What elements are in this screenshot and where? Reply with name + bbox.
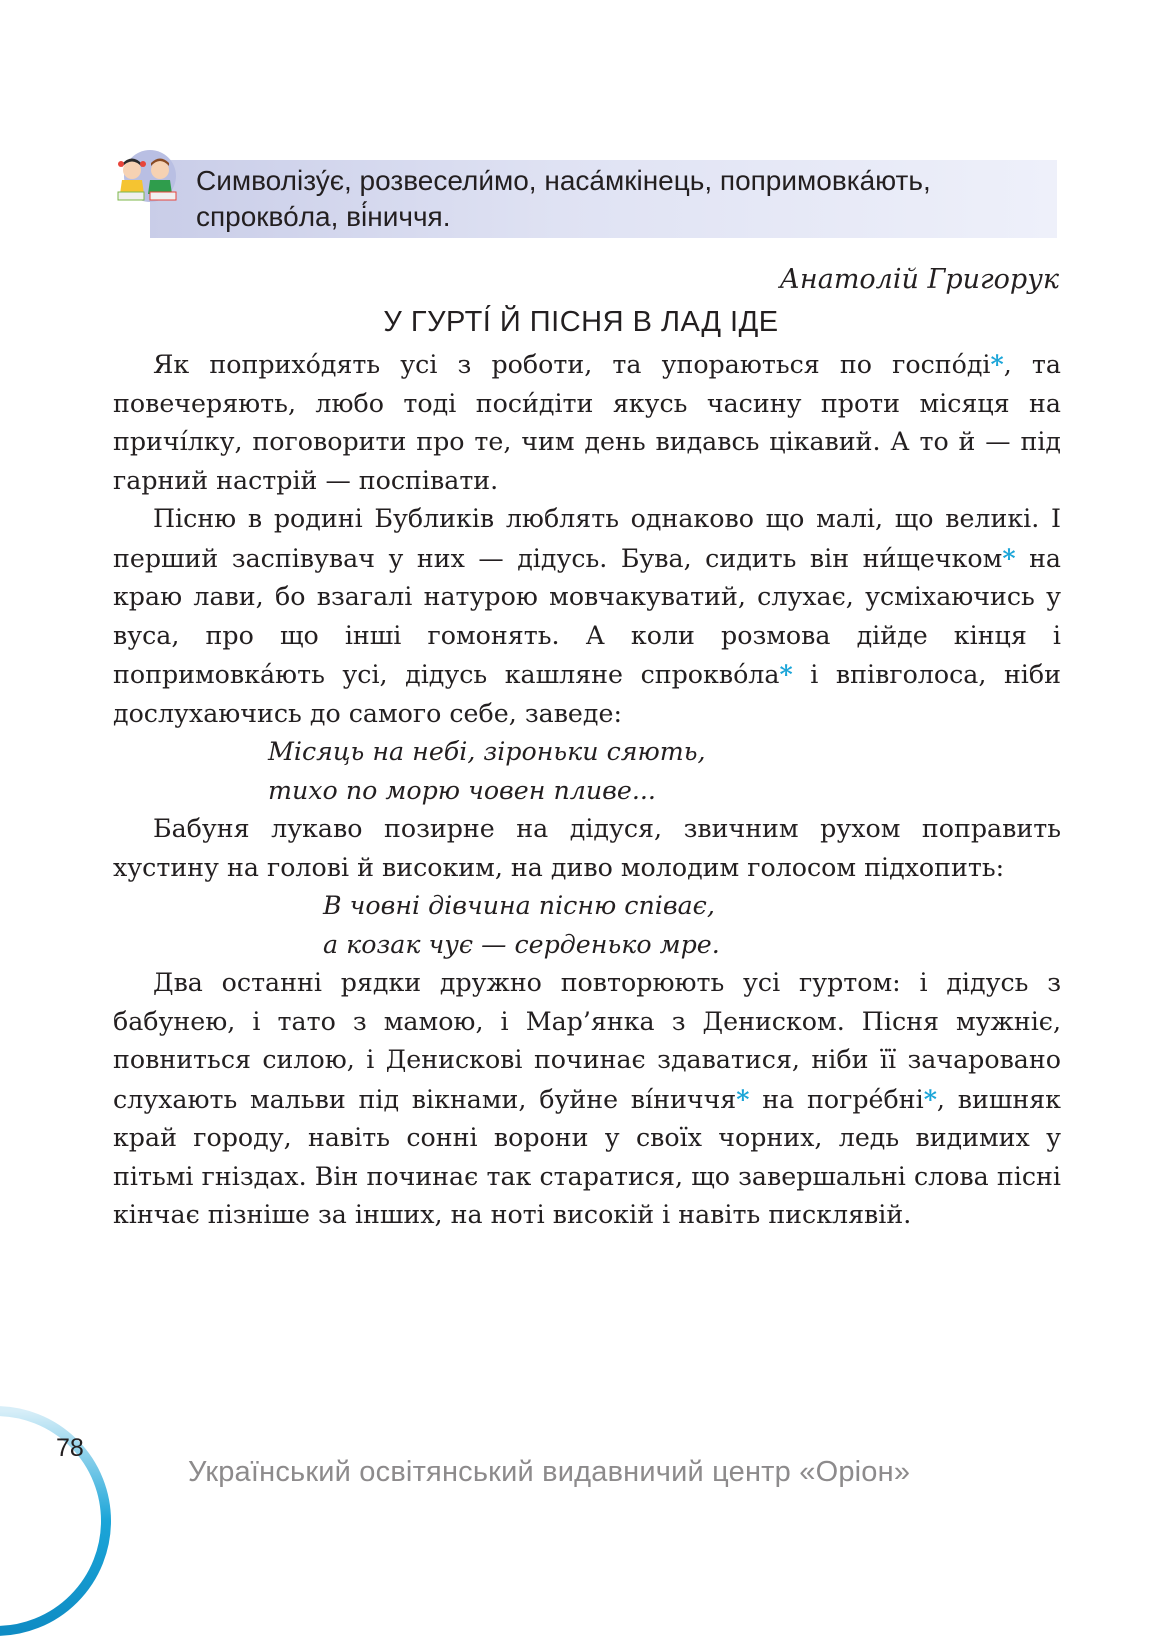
song-excerpt-1 — [113, 733, 1061, 810]
publisher-name: Український освітянський видавничий центр «Оріон» — [188, 1456, 911, 1488]
paragraph-2 — [113, 500, 1061, 733]
song-1-line-1: Місяць на небі, зіроньки сяють, — [268, 737, 706, 766]
paragraph-4-text-c: , вишняк край городу, навіть сонні ворони у своїх чорних, ледь видимих у пітьмі гніздах. Він починає так старатися, що завершальні слова пісні кінчає пізніше за інших, на ноті високій і навіть писклявій. — [113, 1084, 1061, 1229]
song-excerpt-2 — [113, 887, 1061, 964]
paragraph-3: Бабуня лукаво позирне на дідуся, звичним рухом поправить хустину на голові й високим, на диво молодим голосом підхопить: — [113, 814, 1061, 882]
paragraph-1-text-a: Як поприхо́дять усі з роботи, та упораються по госпо́ді — [153, 350, 991, 379]
children-reading-icon — [112, 150, 184, 206]
paragraph-2-text-a: Пісню в родині Бубликів люблять однаково що малі, що великі. І перший заспівувач у них — дідусь. Бува, сидить він ни́щечком — [113, 504, 1061, 573]
paragraph-1 — [113, 345, 1061, 500]
vocabulary-words — [196, 163, 1076, 235]
footnote-star: * — [1002, 542, 1016, 573]
story-body — [113, 345, 1061, 1235]
footnote-star: * — [990, 349, 1004, 379]
page-number: 78 — [56, 1434, 84, 1462]
vocabulary-line-2: спрокво́ла, ві́ниччя. — [196, 201, 451, 232]
paragraph-4 — [113, 964, 1061, 1235]
vocabulary-line-1: Символізу́є, розвесели́мо, наса́мкінець, попримовка́ють, — [196, 165, 931, 196]
paragraph-2-text-c: і впівголоса, ніби дослухаючись до самого себе, заведе: — [113, 660, 1061, 728]
story-author: Анатолій Григорук — [779, 264, 1059, 295]
paragraph-4-text-b: на погре́бні — [749, 1084, 924, 1114]
song-2-line-2: а козак чує — серденько мре. — [323, 929, 720, 959]
song-1-line-2: тихо по морю човен пливе... — [268, 775, 656, 805]
footnote-star: * — [736, 1083, 750, 1114]
story-title: У ГУРТІ́ Й ПІСНЯ В ЛАД ІДЕ — [383, 306, 779, 338]
song-2-line-1: В човні дівчина пісню співає, — [323, 891, 715, 920]
paragraph-2-text-b: на краю лави, бо взагалі натурою мовчакуватий, слухає, усміхаючись у вуса, про що інші гомонять. А коли розмова дійде кінця і попримовка́ють усі, дідусь кашляне спрокво́ла — [113, 543, 1062, 689]
footnote-star: * — [779, 659, 793, 689]
paragraph-1-text-b: , та повечеряють, любо тоді поси́діти якусь часину проти місяця на причі́лку, поговорити про те, чим день видавсь цікавий. А то й — під гарний настрій — поспівати. — [113, 350, 1061, 495]
paragraph-4-text-a: Два останні рядки дружно повторюють усі гуртом: і дідусь з бабунею, і тато з мамою, і Мар’янка з Дениском. Пісня мужніє, повниться силою, і Денискові починає здаватися, ніби її зачаровано слухають мальви під вікнами, буйне ві́ниччя — [113, 968, 1061, 1114]
footnote-star: * — [923, 1083, 937, 1114]
